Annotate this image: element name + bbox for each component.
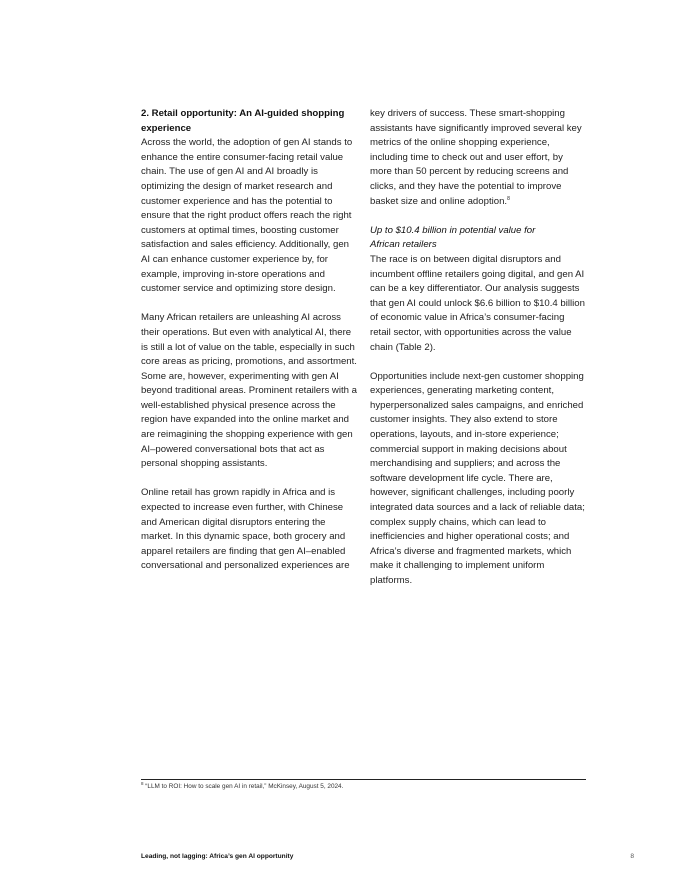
body-text: key drivers of success. These smart-shopping assistants have significantly improved several key metrics of the online shopping experience, including time to check out and user effort, by more than 50 percent by reducing screens and clicks, and they have the potential to improve basket size and online adoption. bbox=[370, 108, 582, 207]
footnote-number: 8 bbox=[141, 780, 144, 786]
footer-title: Leading, not lagging: Africa’s gen AI opportunity bbox=[141, 853, 294, 860]
body-paragraph: Online retail has grown rapidly in Africa and is expected to increase even further, with Chinese and American digital disruptors entering the market. In this dynamic space, both grocery and apparel retailers are finding that gen AI–enabled conversational and personalized experiences are bbox=[141, 487, 350, 572]
footnote bbox=[141, 782, 343, 791]
subheading-line-1: Up to $10.4 billion in potential value for bbox=[370, 224, 536, 236]
footnote-reference: 8 bbox=[507, 195, 510, 202]
right-column bbox=[370, 107, 586, 589]
footnote-divider bbox=[141, 779, 586, 780]
body-paragraph bbox=[370, 107, 586, 209]
subheading-line-2: African retailers bbox=[370, 239, 437, 251]
section-heading-line-2: experience bbox=[141, 122, 192, 134]
left-column bbox=[141, 107, 357, 574]
body-paragraph: Many African retailers are unleashing AI across their operations. But even with analytical AI, there is still a lot of value on the table, especially in such core areas as pricing, promotions, and assortment. Some are, however, experimenting with gen AI beyond traditional areas. Prominent retailers with a well-established physical presence across the region have expanded into the online market and are reimagining the shopping experience with gen AI–powered conversational bots that act as personal shopping assistants. bbox=[141, 312, 357, 470]
section-heading-line-1: 2. Retail opportunity: An AI-guided shopping bbox=[141, 108, 345, 119]
body-paragraph: Opportunities include next-gen customer shopping experiences, generating marketing content, hyperpersonalized sales campaigns, and enriched customer insights. They also extend to store operations, layouts, and in-store experience; commercial support in making decisions about merchandising and suppliers; and across the software development life cycle. There are, however, significant challenges, including poorly integrated data sources and a lack of reliable data; complex supply chains, which can lead to inefficiencies and higher operational costs; and Africa’s diverse and fragmented markets, which make it challenging to implement uniform platforms. bbox=[370, 370, 585, 586]
section-heading bbox=[141, 107, 357, 136]
body-paragraph: The race is on between digital disruptors and incumbent offline retailers going digital, and gen AI can be a key differentiator. Our analysis suggests that gen AI could unlock $6.6 billion to $10.4 billion of economic value in Africa’s consumer-facing retail sector, with opportunities across the value chain (Table 2). bbox=[370, 253, 585, 353]
body-paragraph: Across the world, the adoption of gen AI stands to enhance the entire consumer-facing retail value chain. The use of gen AI and AI broadly is optimizing the design of market research and customer experience and has the potential to ensure that the right product offers reach the right customers at optimal times, boosting customer satisfaction and sales efficiency. Additionally, gen AI can enhance customer experience by, for example, improving in-store operations and customer service and optimizing store design. bbox=[141, 137, 353, 295]
page-number: 8 bbox=[630, 853, 634, 860]
footnote-text: “LLM to ROI: How to scale gen AI in retail,” McKinsey, August 5, 2024. bbox=[145, 783, 344, 790]
subheading bbox=[370, 224, 586, 253]
